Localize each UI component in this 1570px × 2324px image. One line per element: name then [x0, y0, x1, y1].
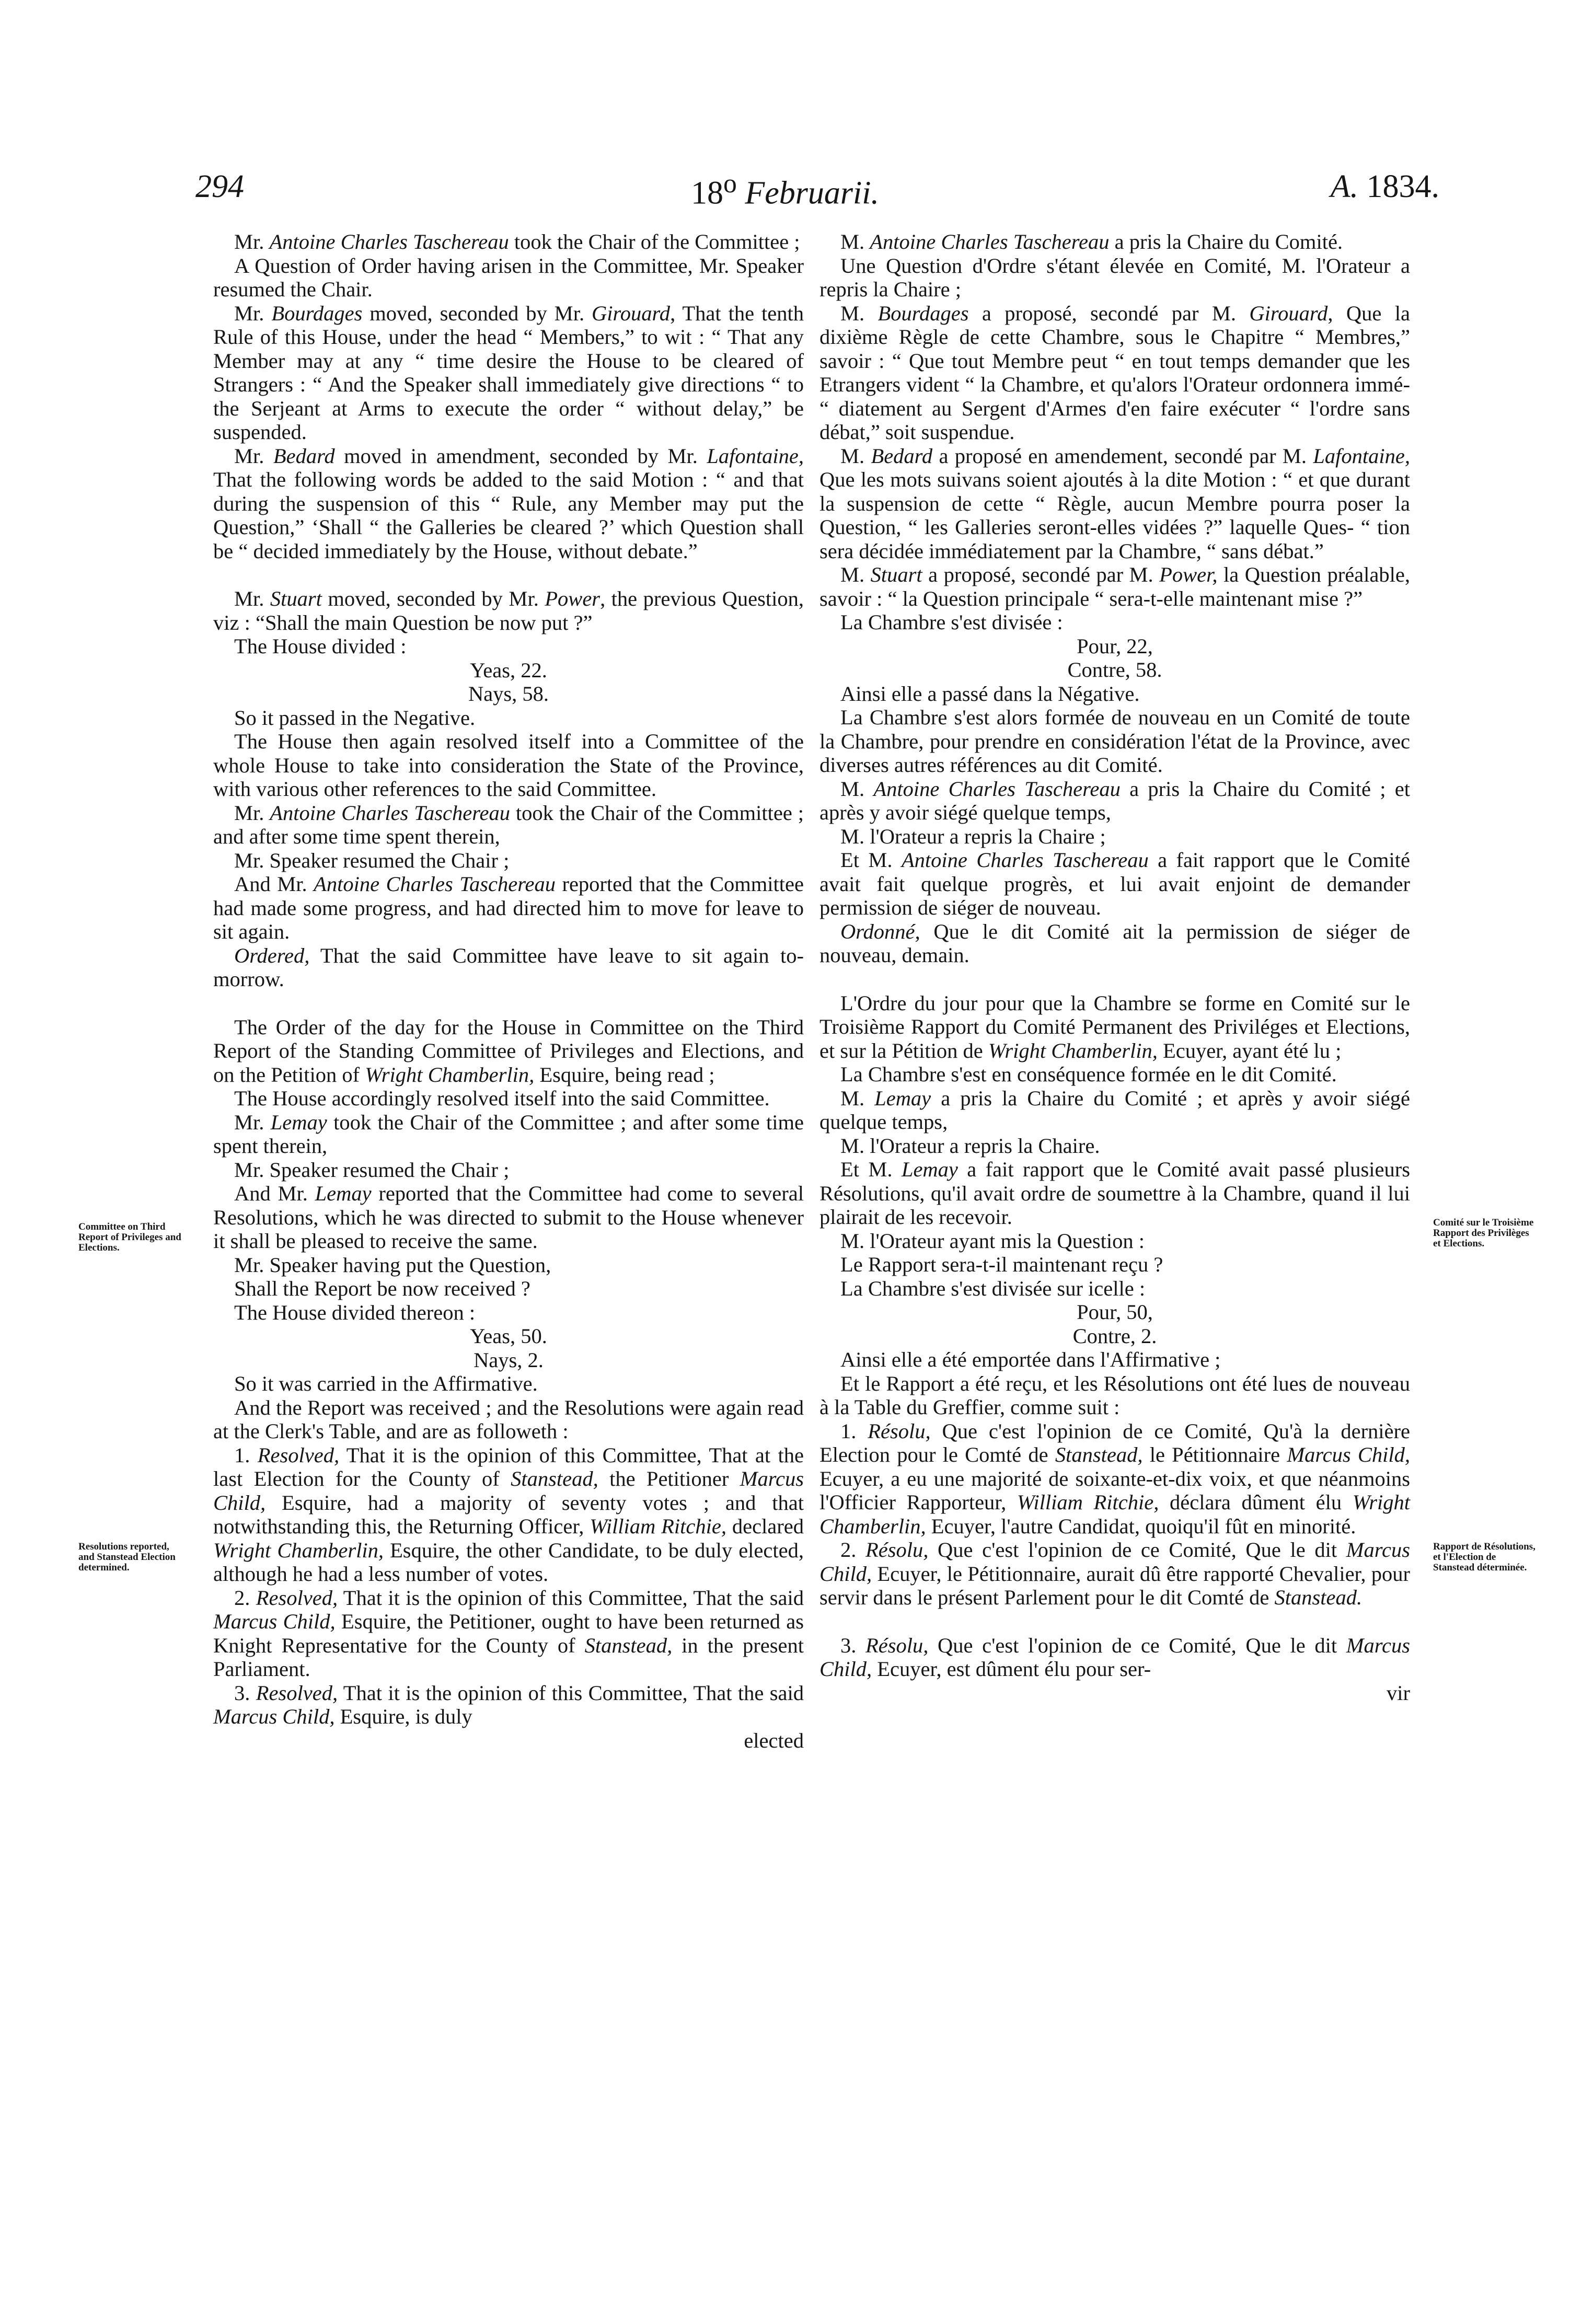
paragraph: M. Bourdages a proposé, secondé par M. Girouard, Que la dixième Règle de cette Chambre, sous le Chapitre “ Membres,” savoir : “ Que tout Membre peut “ en tout temps demander que les Etrangers vident “ la Chambre, et qu'alors l'Orateur ordonnera immé- “ diatement au Sergent d'Armes d'en faire exécuter “ l'ordre sans débat,” soit suspendue.: [819, 301, 1410, 444]
vote-nays: Nays, 2.: [474, 1348, 544, 1372]
vote-contre: Contre, 2.: [1072, 1324, 1157, 1348]
paragraph: Mr. Stuart moved, seconded by Mr. Power, the previous Question, viz : “Shall the main Question be now put ?”: [213, 587, 804, 634]
paragraph: Mr. Speaker resumed the Chair ;: [234, 1158, 510, 1182]
paragraph: M. Antoine Charles Taschereau a pris la Chaire du Comité.: [840, 230, 1343, 253]
english-column: [213, 230, 804, 1752]
vote-yeas: Yeas, 22.: [470, 658, 547, 682]
resolution-2: 2. Résolu, Que c'est l'opinion de ce Comité, Que le dit Marcus Child, Ecuyer, le Pétitionnaire, aurait dû être rapporté Chevalier, pour servir dans le présent Parlement pour le dit Comté de Stanstead.: [819, 1538, 1411, 1609]
paragraph: The House then again resolved itself into a Committee of the whole House to take into consideration the State of the Province, with various other references to the said Committee.: [213, 730, 804, 801]
paragraph: Mr. Speaker having put the Question,: [234, 1253, 551, 1277]
paragraph: M. l'Orateur a repris la Chaire.: [840, 1134, 1100, 1158]
paragraph: Mr. Bourdages moved, seconded by Mr. Girouard, That the tenth Rule of this House, under the head “ Members,” to wit : “ That any Member may at any “ time desire the House to be cleared of Strangers : “ And the Speaker shall immediately give directions “ to the Serjeant at Arms to execute the order “ without delay,” be suspended.: [213, 301, 804, 444]
paragraph: La Chambre s'est en conséquence formée en le dit Comité.: [840, 1062, 1337, 1086]
paragraph: Shall the Report be now received ?: [234, 1277, 530, 1300]
margin-note-resolutions: Resolutions reported, and Stanstead Election determined.: [78, 1541, 176, 1573]
running-header: [0, 168, 1570, 215]
paragraph: And Mr. Lemay reported that the Committee had come to several Resolutions, which he was directed to submit to the House whenever it shall be pleased to receive the same.: [213, 1182, 804, 1253]
paragraph: Mr. Antoine Charles Taschereau took the Chair of the Committee ; and after some time spent therein,: [213, 801, 804, 848]
paragraph: M. l'Orateur ayant mis la Question :: [840, 1229, 1145, 1253]
paragraph: Une Question d'Ordre s'étant élevée en Comité, M. l'Orateur a repris la Chaire ;: [819, 253, 1410, 301]
margin-note-comite: Comité sur le Troisième Rapport des Privilèges et Elections.: [1433, 1217, 1534, 1249]
paragraph: Et M. Lemay a fait rapport que le Comité avait passé plusieurs Résolutions, qu'il avait ordre de soumettre à la Chambre, quand il lui plairait de les recevoir.: [819, 1158, 1410, 1229]
page-number: 294: [195, 169, 244, 204]
french-column: [819, 230, 1410, 1705]
resolution-1: 1. Résolu, Que c'est l'opinion de ce Comité, Qu'à la dernière Election pour le Comté de Stanstead, le Pétitionnaire Marcus Child, Ecuyer, a eu une majorité de soixante-et-dix voix, et que néanmoins l'Officier Rapporteur, William Ritchie, déclara dûment élu Wright Chamberlin, Ecuyer, l'autre Candidat, quoiqu'il fût en minorité.: [819, 1419, 1410, 1538]
margin-note-committee: Committee on Third Report of Privileges and Elections.: [78, 1221, 181, 1253]
paragraph: Et M. Antoine Charles Taschereau a fait rapport que le Comité avait fait quelque progrès, et lui avait enjoint de demander permission de siéger de nouveau.: [819, 848, 1410, 919]
paragraph: M. Stuart a proposé, secondé par M. Power, la Question préalable, savoir : “ la Question principale “ sera-t-elle maintenant mise ?”: [819, 563, 1410, 610]
resolution-2: 2. Resolved, That it is the opinion of this Committee, That the said Marcus Child, Esquire, the Petitioner, ought to have been returned as Knight Representative for the County of Stanstead, in the present Parliament.: [213, 1586, 804, 1681]
vote-pour: Pour, 50,: [1077, 1300, 1153, 1324]
margin-note-rapport: Rapport de Résolutions, et l'Election de Stanstead déterminée.: [1433, 1541, 1536, 1573]
paragraph: So it passed in the Negative.: [234, 706, 476, 730]
paragraph: Mr. Speaker resumed the Chair ;: [234, 848, 510, 872]
paragraph: Ainsi elle a passé dans la Négative.: [840, 681, 1140, 706]
paragraph: Mr. Lemay took the Chair of the Committee ; and after some time spent therein,: [213, 1110, 804, 1158]
paragraph: The Order of the day for the House in Committee on the Third Report of the Standing Committee of Privileges and Elections, and on the Petition of Wright Chamberlin, Esquire, being read ;: [213, 1015, 804, 1086]
paragraph: M. Lemay a pris la Chaire du Comité ; et après y avoir siégé quelque temps,: [819, 1086, 1410, 1134]
paragraph: Mr. Antoine Charles Taschereau took the Chair of the Committee ;: [234, 230, 800, 253]
vote-yeas: Yeas, 50.: [470, 1324, 547, 1348]
paragraph: And Mr. Antoine Charles Taschereau reported that the Committee had made some progress, and had directed him to move for leave to sit again.: [213, 872, 804, 943]
paragraph: M. l'Orateur a repris la Chaire ;: [840, 824, 1106, 848]
paragraph: La Chambre s'est divisée sur icelle :: [840, 1276, 1146, 1300]
resolution-3: 3. Résolu, Que c'est l'opinion de ce Comité, Que le dit Marcus Child, Ecuyer, est dûment élu pour ser-: [819, 1633, 1411, 1681]
paragraph: So it was carried in the Affirmative.: [234, 1372, 538, 1395]
resolution-1: 1. Resolved, That it is the opinion of this Committee, That at the last Election for the County of Stanstead, the Petitioner Marcus Child, Esquire, had a majority of seventy votes ; and that notwithstanding this, the Returning Officer, William Ritchie, declared Wright Chamberlin, Esquire, the other Candidate, to be duly elected, although he had a less number of votes.: [213, 1443, 804, 1586]
paragraph: And the Report was received ; and the Resolutions were again read at the Clerk's Table, and are as followeth :: [213, 1395, 804, 1443]
resolution-3: 3. Resolved, That it is the opinion of this Committee, That the said Marcus Child, Esquire, is duly: [213, 1681, 804, 1728]
catchword: elected: [744, 1728, 804, 1752]
paragraph: Ainsi elle a été emportée dans l'Affirmative ;: [840, 1348, 1221, 1371]
paragraph: The House divided thereon :: [234, 1300, 476, 1324]
paragraph: The House divided :: [234, 634, 407, 658]
paragraph: La Chambre s'est divisée :: [840, 610, 1063, 634]
catchword: vir: [1387, 1681, 1410, 1705]
paragraph: Mr. Bedard moved in amendment, seconded by Mr. Lafontaine, That the following words be added to the said Motion : “ and that during the suspension of this “ Rule, any Member may put the Question,” ‘Shall “ the Galleries be cleared ?’ which Question shall be “ decided immediately by the House, without debate.”: [213, 444, 804, 563]
paragraph: A Question of Order having arisen in the Committee, Mr. Speaker resumed the Chair.: [213, 253, 804, 301]
paragraph: La Chambre s'est alors formée de nouveau en un Comité de toute la Chambre, pour prendre en considération l'état de la Province, avec diverses autres références au dit Comité.: [819, 706, 1410, 777]
paragraph: The House accordingly resolved itself into the said Committee.: [234, 1086, 770, 1110]
paragraph: Le Rapport sera-t-il maintenant reçu ?: [840, 1253, 1163, 1276]
paragraph: L'Ordre du jour pour que la Chambre se forme en Comité sur le Troisième Rapport du Comité Permanent des Priviléges et Elections, et sur la Pétition de Wright Chamberlin, Ecuyer, ayant été lu ;: [819, 991, 1410, 1062]
paragraph: Ordered, That the said Committee have leave to sit again to-morrow.: [213, 943, 804, 991]
header-year: A. 1834.: [1330, 169, 1439, 204]
vote-nays: Nays, 58.: [468, 682, 549, 706]
vote-contre: Contre, 58.: [1067, 658, 1162, 681]
header-date: 18$^o$ Februarii.: [691, 169, 879, 211]
vote-pour: Pour, 22,: [1077, 634, 1153, 658]
paragraph: M. Bedard a proposé en amendement, secondé par M. Lafontaine, Que les mots suivans soient ajoutés à la dite Motion : “ et que durant la suspension de cette “ Règle, aucun Membre pourra poser la Question, “ les Galleries seront-elles vidées ?” laquelle Ques- “ tion sera décidée immédiatement par la Chambre, “ sans débat.”: [819, 444, 1411, 563]
paragraph: Et le Rapport a été reçu, et les Résolutions ont été lues de nouveau à la Table du Greffier, comme suit :: [819, 1371, 1410, 1419]
paragraph: Ordonné, Que le dit Comité ait la permission de siéger de nouveau, demain.: [819, 919, 1410, 967]
paragraph: M. Antoine Charles Taschereau a pris la Chaire du Comité ; et après y avoir siégé quelque temps,: [819, 777, 1410, 824]
